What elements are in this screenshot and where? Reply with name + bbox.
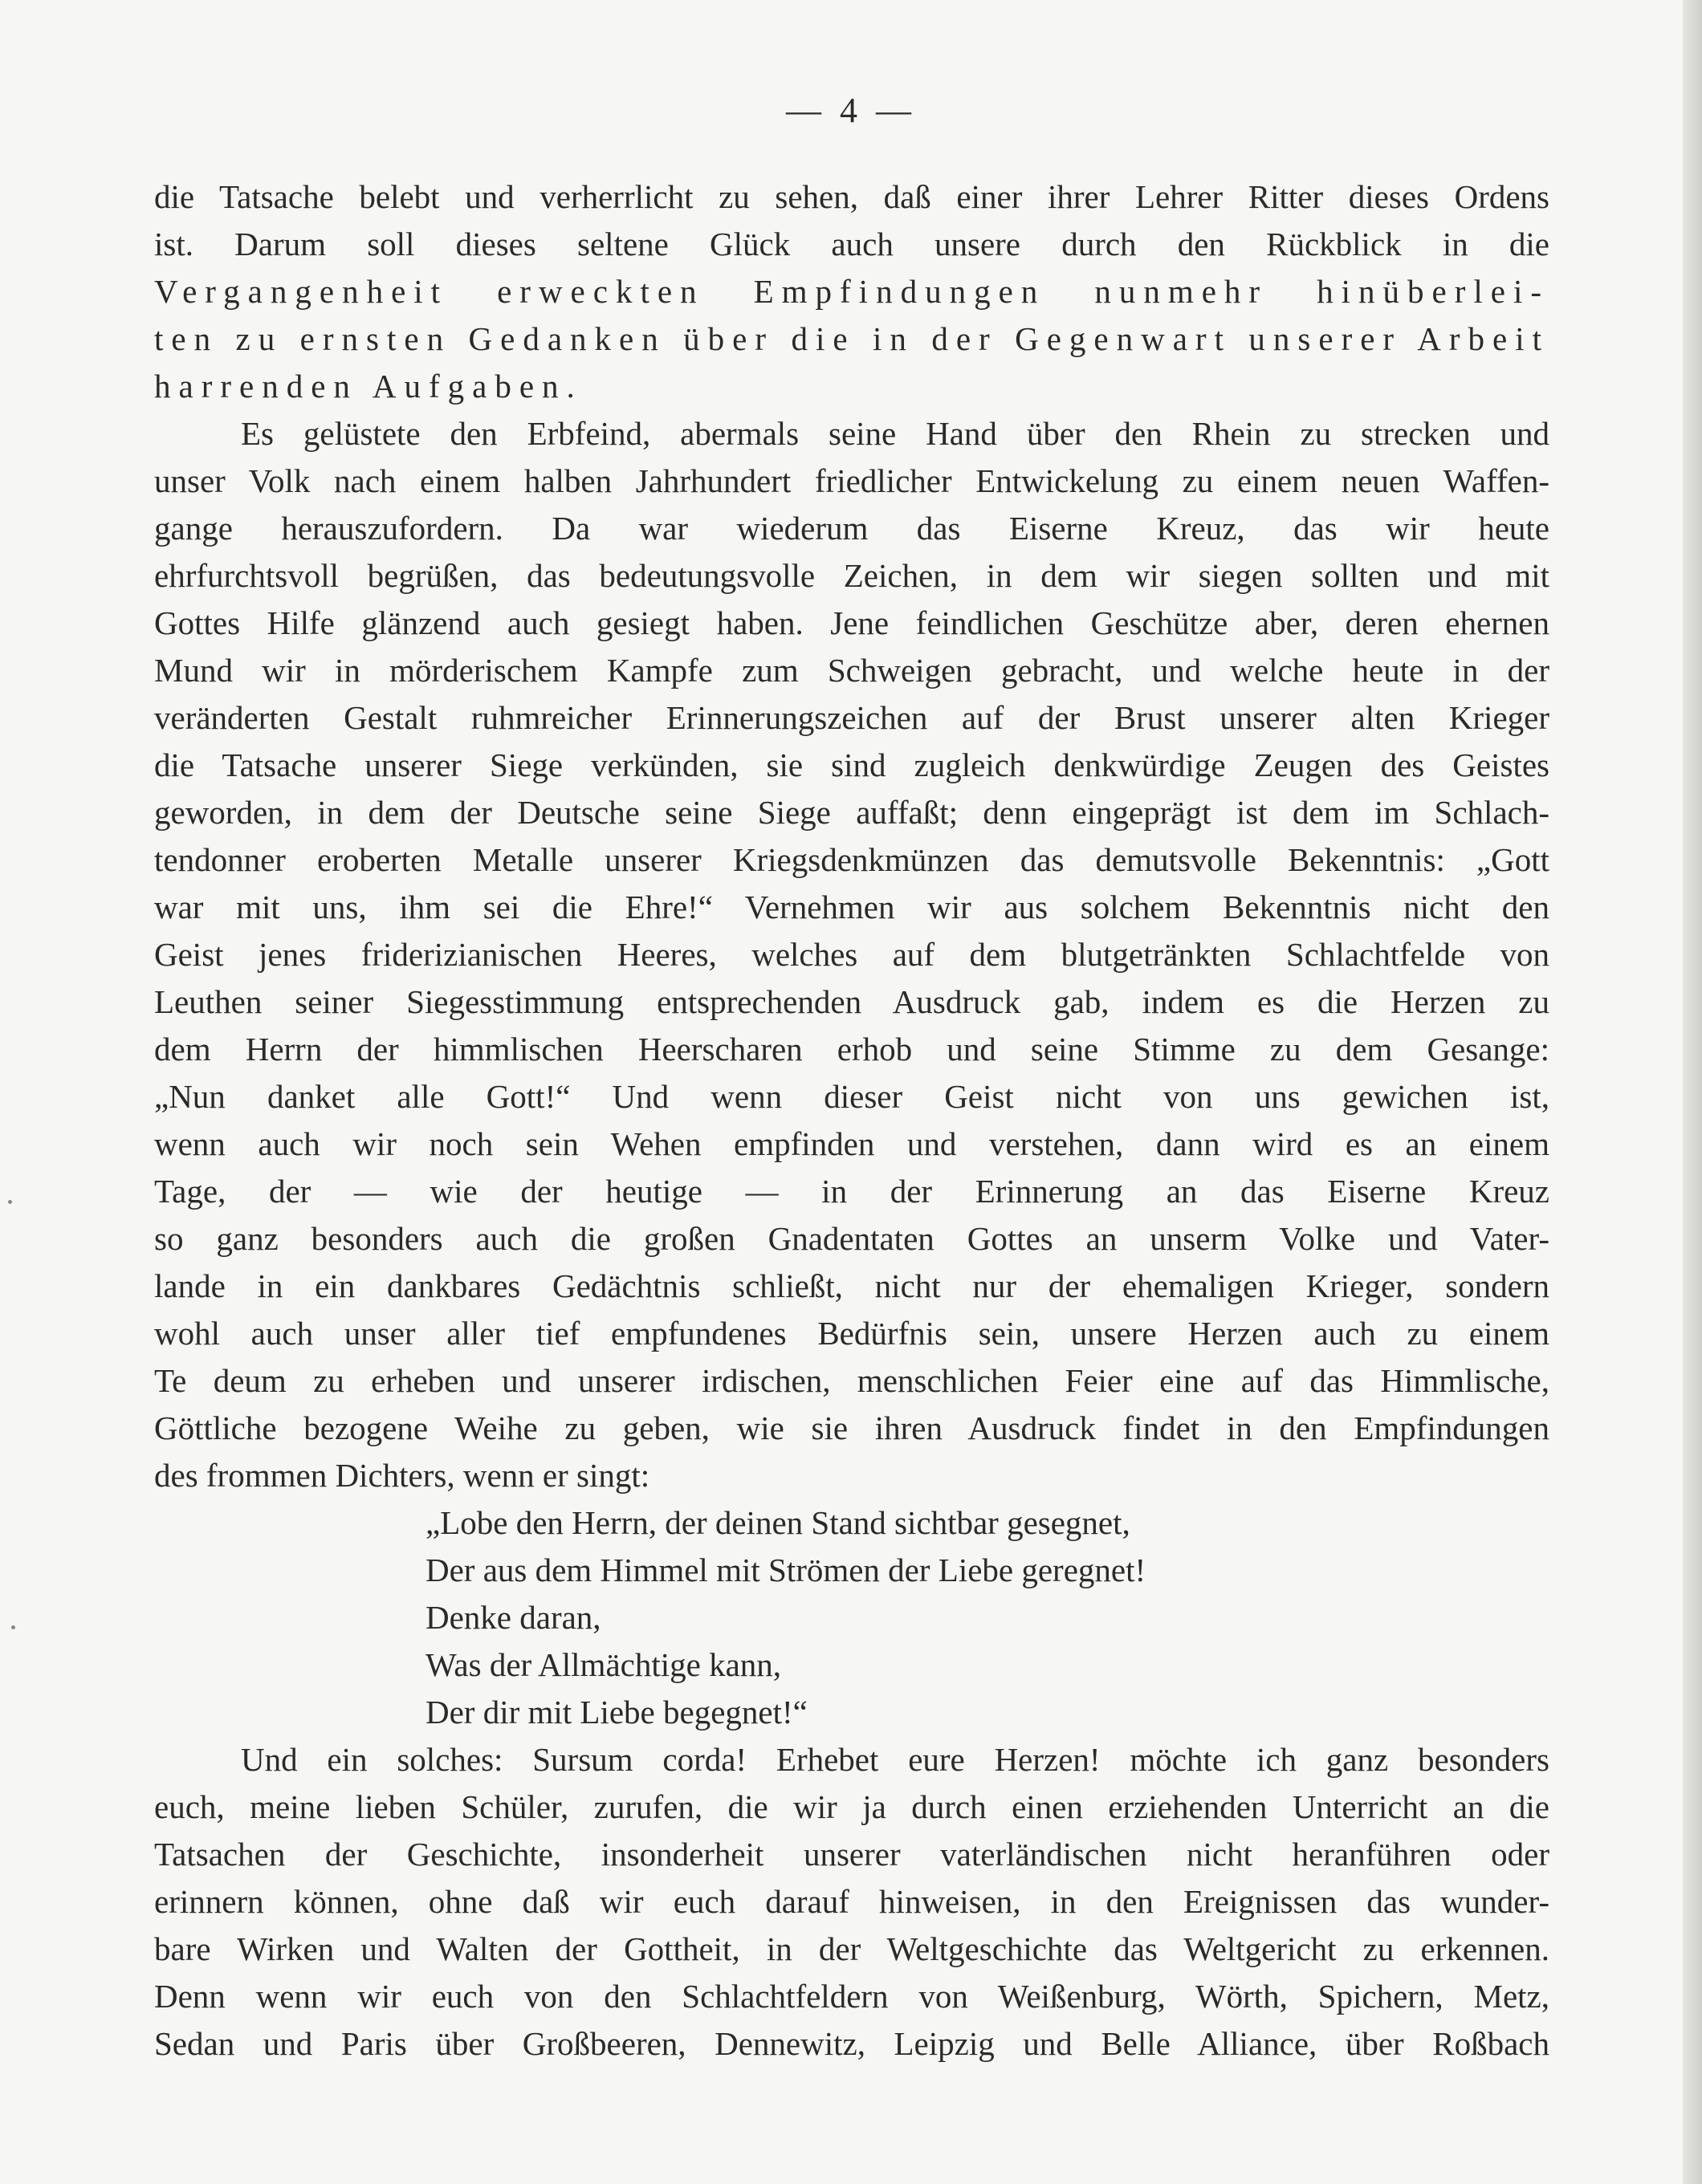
text-line: Denn wenn wir euch von den Schlachtfeldern von Weißenburg, Wörth, Spichern, Metz, — [154, 1978, 1549, 2015]
text-line: euch, meine lieben Schüler, zurufen, die wir ja durch einen erziehenden Unterricht an die — [154, 1788, 1549, 1825]
text-line: gange herauszufordern. Da war wiederum das Eiserne Kreuz, das wir heute — [154, 510, 1549, 547]
text-line: ten zu ernsten Gedanken über die in der Gegenwart unserer Arbeit — [154, 320, 1549, 357]
text-line: wohl auch unser aller tief empfundenes Bedürfnis sein, unsere Herzen auch zu einem — [154, 1315, 1549, 1352]
text-line: harrenden Aufgaben. — [154, 368, 583, 405]
body-text — [154, 173, 1549, 2068]
text-line: des frommen Dichters, wenn er singt: — [154, 1457, 650, 1494]
text-line: Gottes Hilfe glänzend auch gesiegt haben. Jene feindlichen Geschütze aber, deren ehernen — [154, 604, 1549, 641]
text-line: Tage, der — wie der heutige — in der Erinnerung an das Eiserne Kreuz — [154, 1173, 1549, 1210]
verse-line: Der aus dem Himmel mit Strömen der Liebe geregnet! — [426, 1552, 1146, 1588]
text-line: Leuthen seiner Siegesstimmung entsprechenden Ausdruck gab, indem es die Herzen zu — [154, 983, 1549, 1020]
text-line: Und ein solches: Sursum corda! Erhebet eure Herzen! möchte ich ganz besonders — [241, 1741, 1549, 1778]
text-line: war mit uns, ihm sei die Ehre!“ Vernehmen wir aus solchem Bekenntnis nicht den — [154, 889, 1549, 925]
text-line: lande in ein dankbares Gedächtnis schließt, nicht nur der ehemaligen Krieger, sondern — [154, 1267, 1549, 1304]
text-line: tendonner eroberten Metalle unserer Kriegsdenkmünzen das demutsvolle Bekenntnis: „Gott — [154, 841, 1549, 878]
text-line: ist. Darum soll dieses seltene Glück auch unsere durch den Rückblick in die — [154, 226, 1549, 262]
text-line: geworden, in dem der Deutsche seine Siege auffaßt; denn eingeprägt ist dem im Schlach- — [154, 794, 1549, 831]
text-line: Göttliche bezogene Weihe zu geben, wie sie ihren Ausdruck findet in den Empfindungen — [154, 1409, 1549, 1446]
text-line: bare Wirken und Walten der Gottheit, in der Weltgeschichte das Weltgericht zu erkennen. — [154, 1930, 1549, 1967]
page-number: — 4 — — [786, 91, 916, 130]
text-line: veränderten Gestalt ruhmreicher Erinnerungszeichen auf der Brust unserer alten Krieger — [154, 699, 1549, 736]
verse-line: Denke daran, — [426, 1599, 601, 1636]
text-line: Tatsachen der Geschichte, insonderheit unserer vaterländischen nicht heranführen oder — [154, 1836, 1549, 1873]
text-line: Sedan und Paris über Großbeeren, Dennewitz, Leipzig und Belle Alliance, über Roßbach — [154, 2025, 1549, 2062]
text-line: „Nun danket alle Gott!“ Und wenn dieser Geist nicht von uns gewichen ist, — [154, 1078, 1549, 1115]
text-line: die Tatsache unserer Siege verkünden, sie sind zugleich denkwürdige Zeugen des Geistes — [154, 746, 1549, 783]
text-line: ehrfurchtsvoll begrüßen, das bedeutungsvolle Zeichen, in dem wir siegen sollten und mit — [154, 557, 1549, 594]
verse-line: Was der Allmächtige kann, — [426, 1646, 782, 1683]
text-line: dem Herrn der himmlischen Heerscharen erhob und seine Stimme zu dem Gesange: — [154, 1031, 1549, 1068]
verse-line: „Lobe den Herrn, der deinen Stand sichtbar gesegnet, — [426, 1504, 1130, 1541]
text-line: Mund wir in mörderischem Kampfe zum Schweigen gebracht, und welche heute in der — [154, 652, 1549, 689]
text-line: Geist jenes friderizianischen Heeres, welches auf dem blutgetränkten Schlachtfelde von — [154, 936, 1549, 973]
text-line: Es gelüstete den Erbfeind, abermals seine Hand über den Rhein zu strecken und — [241, 415, 1549, 452]
page-edge-shadow — [1683, 0, 1702, 2184]
text-line: Te deum zu erheben und unserer irdischen, menschlichen Feier eine auf das Himmlische, — [154, 1362, 1549, 1399]
text-line: erinnern können, ohne daß wir euch darauf hinweisen, in den Ereignissen das wunder- — [154, 1883, 1549, 1920]
speck — [11, 1625, 15, 1629]
text-line: Vergangenheit erweckten Empfindungen nunmehr hinüberlei- — [154, 273, 1549, 310]
text-line: unser Volk nach einem halben Jahrhundert friedlicher Entwickelung zu einem neuen Waffen- — [154, 462, 1549, 499]
text-line: wenn auch wir noch sein Wehen empfinden und verstehen, dann wird es an einem — [154, 1125, 1549, 1162]
text-line: so ganz besonders auch die großen Gnadentaten Gottes an unserm Volke und Vater- — [154, 1220, 1549, 1257]
text-line: die Tatsache belebt und verherrlicht zu sehen, daß einer ihrer Lehrer Ritter dieses Ordens — [154, 178, 1549, 215]
speck — [8, 1200, 12, 1204]
verse-line: Der dir mit Liebe begegnet!“ — [426, 1694, 808, 1731]
